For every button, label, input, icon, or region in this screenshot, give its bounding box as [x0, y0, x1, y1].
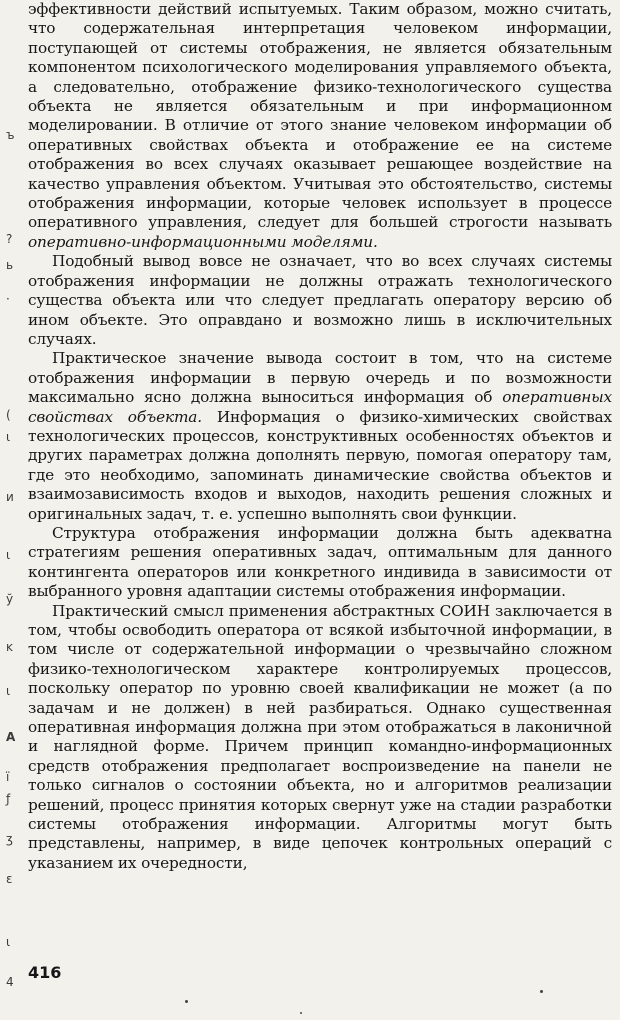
margin-mark: (: [6, 408, 11, 422]
paragraph-1-italic-term: оперативно-информационными моделями.: [28, 232, 378, 251]
margin-mark: и: [6, 490, 14, 504]
margin-mark: ι: [6, 430, 11, 444]
margin-mark: ?: [6, 232, 13, 246]
margin-mark: ĸ: [6, 640, 13, 654]
margin-mark: A: [6, 730, 16, 744]
margin-mark: ʒ: [6, 832, 13, 846]
margin-mark: ï: [6, 770, 10, 784]
margin-mark: ·: [6, 292, 10, 306]
scan-speck: [300, 1012, 302, 1014]
scan-speck: [185, 1000, 188, 1003]
margin-mark: 4: [6, 975, 14, 989]
margin-artifacts: [0, 0, 22, 1020]
paragraph-1-text: эффективности действий испытуемых. Таким образом, можно считать, что содержательная интерпретация человеком информации, поступающей от системы отображения, не является обязательным компонентом психологического моделирования управляемого объекта, а следовательно, отображение физико-технологического существа объекта не является обязательным и при информационном моделировании. В отличие от этого знание человеком информации об оперативных свойствах объекта и отображение ее на системе отображения во всех случаях оказывает решающее воздействие на качество управления объектом. Учитывая это обстоятельство, системы отображения информации, которые человек использует в процессе оперативного управления, следует для большей строгости называть: [28, 0, 612, 232]
paragraph-4: [28, 524, 612, 602]
paragraph-4-text: Структура отображения информации должна быть адекватна стратегиям решения оперативных задач, оптимальным для данного контингента операторов или конкретного индивида в зависимости от выбранного уровня адаптации системы отображения информации.: [28, 523, 612, 601]
paragraph-5-text: Практический смысл применения абстрактных СОИН заключается в том, чтобы освободить оператора от всякой избыточной информации, в том числе от содержательной информации о чрезвычайно сложном физико-технологическом характере контролируемых процессов, поскольку оператор по уровню своей квалификации не может (а по задачам и не должен) в ней разбираться. Однако существенная оперативная информация должна при этом отображаться в лаконичной и наглядной форме. Причем принцип командно-информационных средств отображения предполагает воспроизведение на панели не только сигналов о состоянии объекта, но и алгоритмов реализации решений, процесс принятия которых свернут уже на стадии разработки системы отображения информации. Алгоритмы могут быть представлены, например, в виде цепочек контрольных операций с указанием их очередности,: [28, 601, 612, 872]
paragraph-1: [28, 0, 612, 252]
margin-mark: ƒ: [6, 792, 11, 806]
margin-mark: ι: [6, 684, 11, 698]
margin-mark: ɛ: [6, 872, 13, 886]
paragraph-2: [28, 252, 612, 349]
paragraph-3-text-b: Информация о физико-химических свойствах технологических процессов, конструктивных особенностях объектов и других параметрах должна дополнять первую, помогая оператору там, где это необходимо, запоминать динамические свойства объектов и взаимозависимость входов и выходов, находить решения сложных и оригинальных задач, т. е. успешно выполнять свои функции.: [28, 407, 612, 523]
paragraph-5: [28, 602, 612, 874]
scan-speck: [540, 990, 543, 993]
margin-mark: ь: [6, 258, 14, 272]
margin-mark: ι: [6, 548, 11, 562]
paragraph-3: [28, 349, 612, 524]
paragraph-3-text-a: Практическое значение вывода состоит в том, что на системе отображения информации в первую очередь и по возможности максимально ясно должна выноситься информация об: [28, 349, 612, 407]
paragraph-3-italic-term: оперативных свойствах объекта.: [28, 388, 612, 426]
margin-mark: ъ: [6, 128, 15, 142]
margin-mark: ў: [6, 592, 14, 606]
paragraph-2-text: Подобный вывод вовсе не означает, что во всех случаях системы отображения информации не должны отражать технологического существа объекта или что следует предлагать оператору версию об ином объекте. Это оправдано и возможно лишь в исключительных случаях.: [28, 252, 612, 348]
page-number: 416: [28, 963, 62, 982]
margin-mark: ι: [6, 935, 11, 949]
page-body: [28, 0, 612, 873]
